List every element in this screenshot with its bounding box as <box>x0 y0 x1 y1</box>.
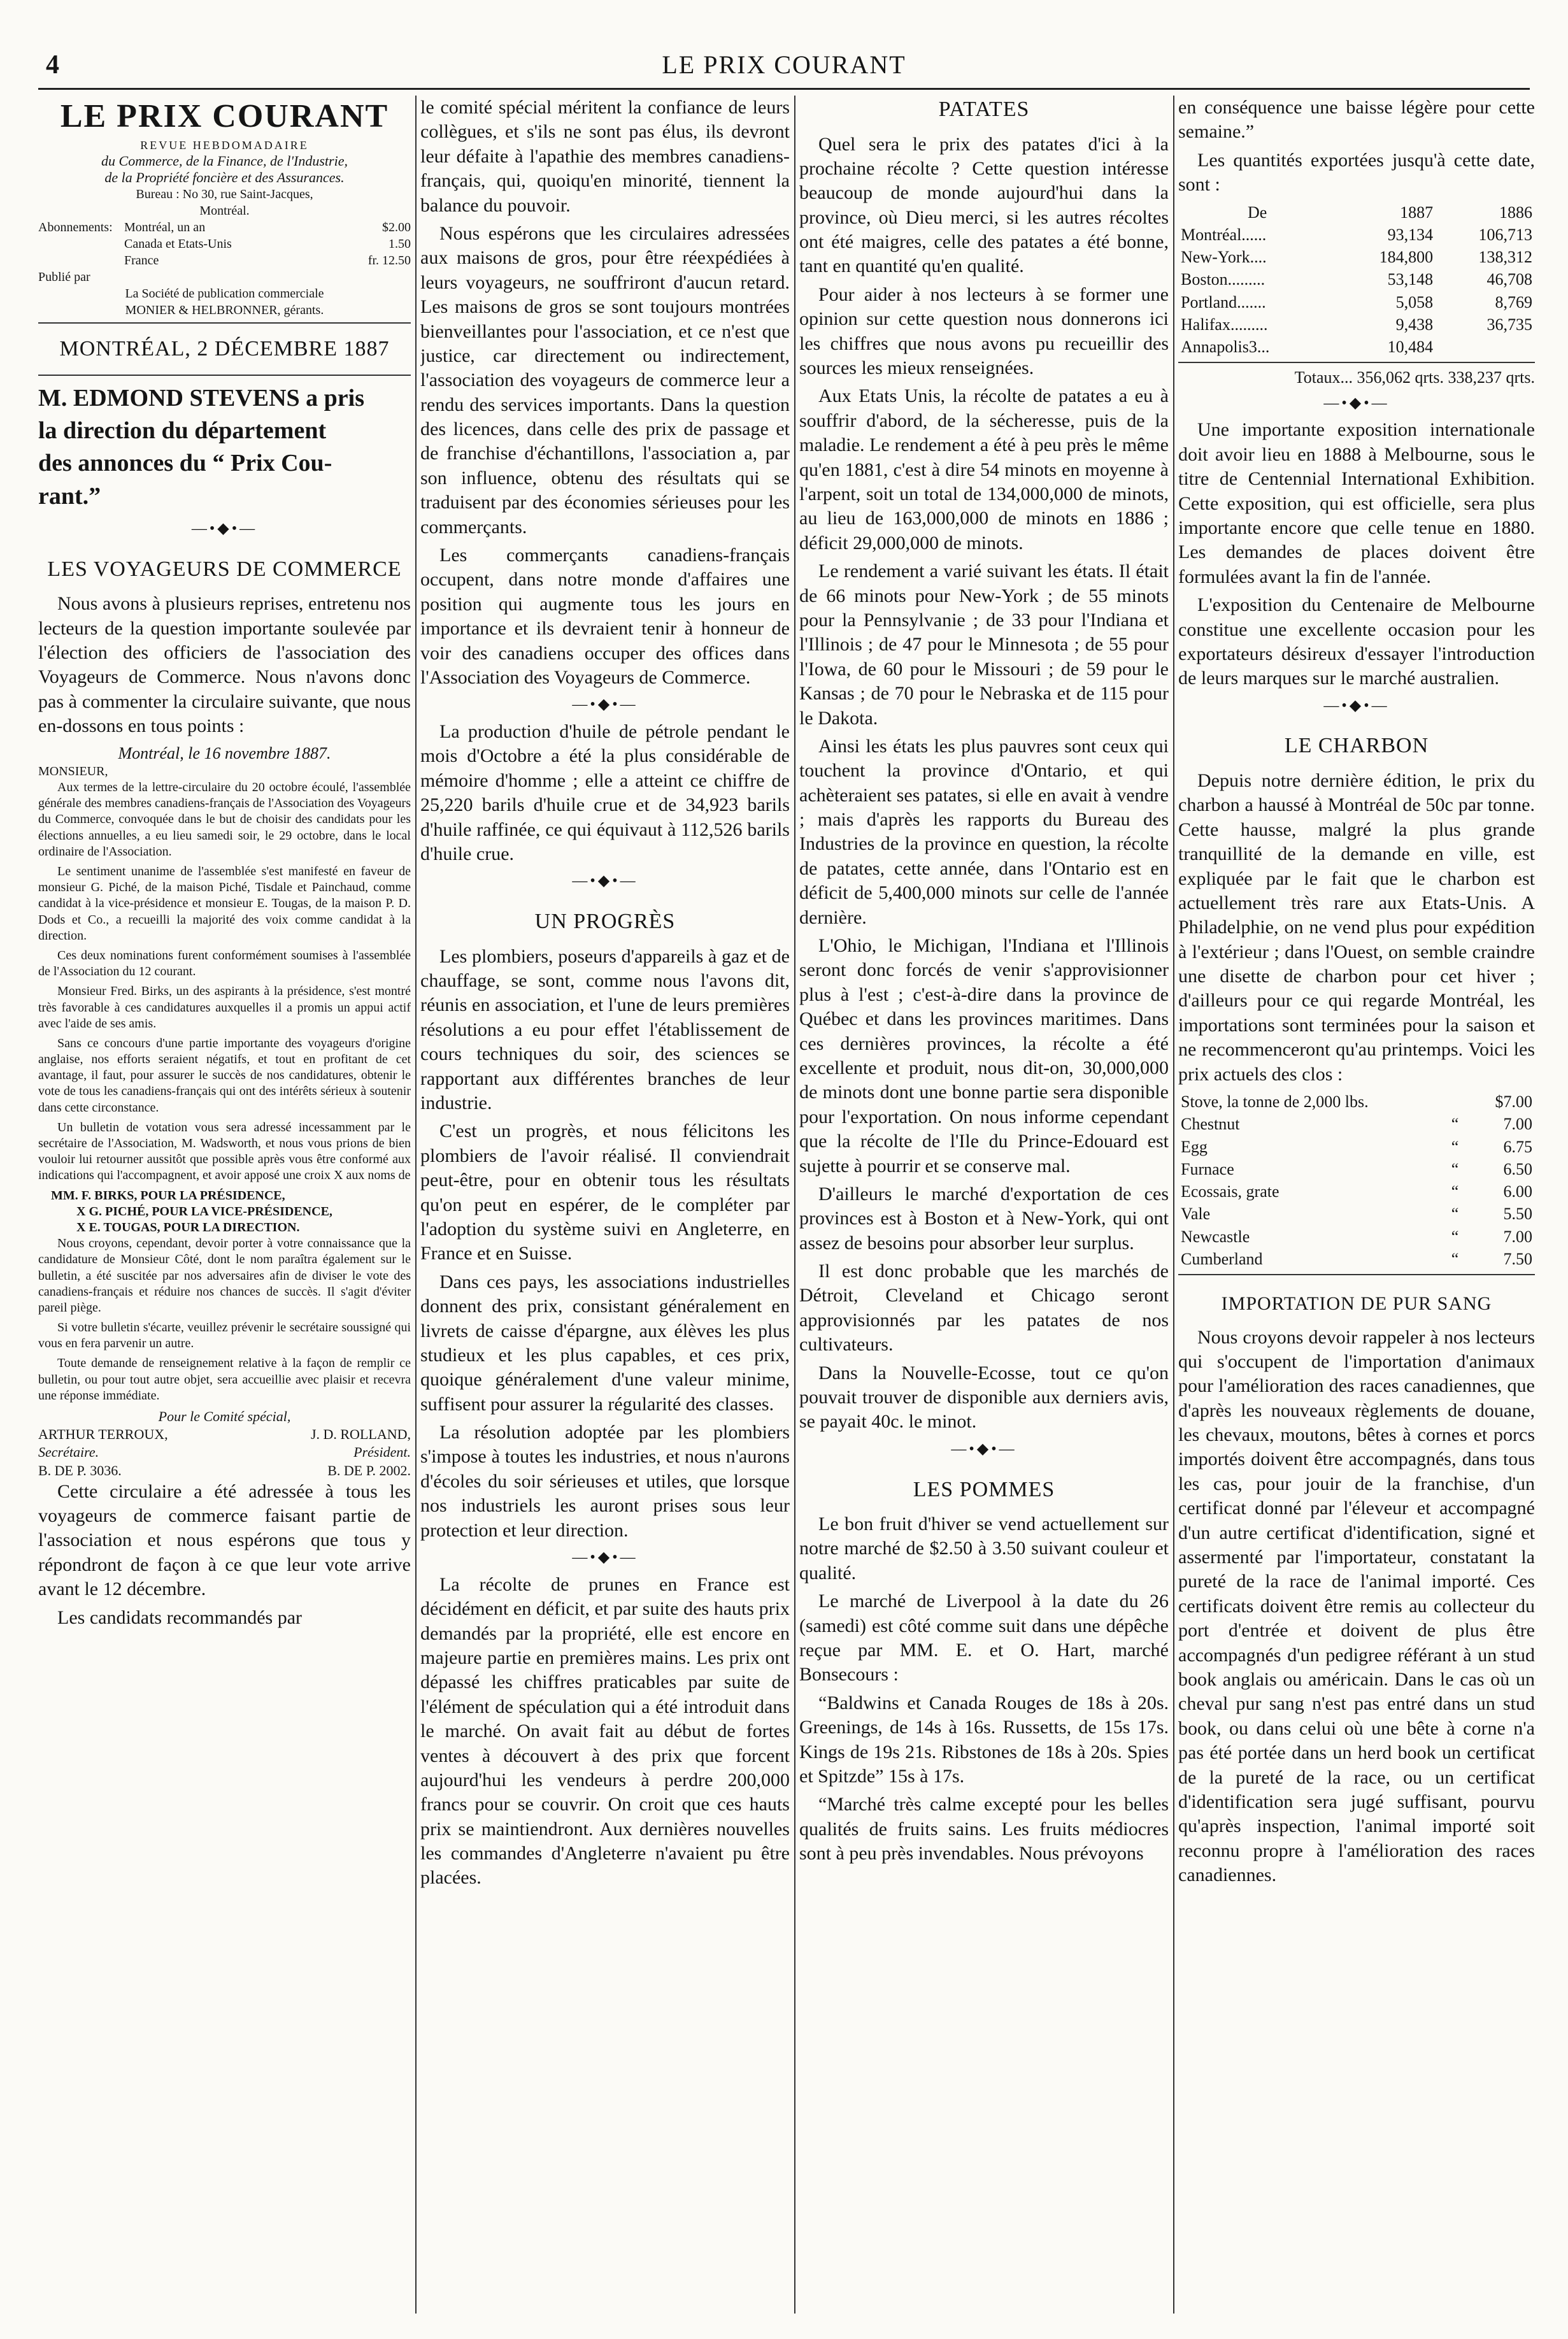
table-cell: Vale <box>1181 1205 1211 1224</box>
section-heading-progres: UN PROGRÈS <box>534 910 676 934</box>
publisher-label: Publié par <box>38 270 90 285</box>
table-cell: 106,713 <box>1478 225 1532 244</box>
ornament-divider: —•◆•— <box>1323 697 1390 714</box>
publisher-managers: MONIER & HELBRONNER, gérants. <box>125 303 324 318</box>
letter-paragraph: Aux termes de la lettre-circulaire du 20 octobre écoulé, l'assemblée générale des membres canadiens-français de l'Association des Voyageurs du Commerce, convoquée dans le but de choisir des candidats pour les élections annuelles, a eu lieu samedi soir, le 29 octobre, dans le local ordinaire de l'Association. <box>38 780 411 859</box>
section-heading-importation: IMPORTATION DE PUR SANG <box>1221 1293 1492 1315</box>
paragraph: La production d'huile de pétrole pendant le mois d'Octobre a été la plus considérable de mémoire d'homme ; elle a atteint ce chiffre de 25,220 barils d'huile crue et de 34,923 barils d'huile raffinée, ce qui équivaut à 112,526 barils d'huile crue. <box>420 721 790 865</box>
table-cell: “ <box>1451 1137 1459 1156</box>
subscriptions-label: Abonnements: <box>38 220 113 235</box>
table-cell: Ecossais, grate <box>1181 1182 1279 1201</box>
column-rule <box>415 96 417 2314</box>
table-cell: Stove, la tonne de 2,000 lbs. <box>1181 1092 1369 1112</box>
column-rule <box>1173 96 1174 2314</box>
table-row <box>1178 1091 1535 1113</box>
table-cell: 7.00 <box>1503 1227 1532 1246</box>
table-cell: “ <box>1451 1227 1459 1246</box>
announcement <box>38 382 411 513</box>
section-heading-pommes: LES POMMES <box>913 1477 1055 1501</box>
paragraph: La récolte de prunes en France est décidément en déficit, et par suite des hauts prix demandés par la propriété, elle est encore en majeure partie en premières mains. Les prix ont dépassé les chiffres praticables par suite de l'élément de spéculation qui a été introduit dans le marché. On avait fait au début de fortes ventes à découvert à des prix que forcent aujourd'hui les vendeurs à perdre 200,000 francs pour se couvrir. On croit que ces hauts prix se maintiendront. Aux dernières nouvelles les commandes d'Angleterre n'avaient pu être placées. <box>420 1573 790 1889</box>
divider <box>38 322 411 324</box>
section-heading-patates: PATATES <box>938 97 1030 121</box>
paragraph: Les commerçants canadiens-français occupent, dans notre monde d'affaires une position qui augmente tous les jours en importance et ils devraient tenir à honneur de voir des canadiens occuper des offices dans l'Association des Voyageurs de Commerce. <box>420 545 790 688</box>
paragraph: Il est donc probable que les marchés de Détroit, Cleveland et Chicago seront approvisionnés par les patates de nos cultivateurs. <box>799 1261 1169 1355</box>
po-box-1: B. DE P. 3036. <box>38 1462 122 1478</box>
table-cell: Cumberland <box>1181 1249 1263 1268</box>
column-4 <box>1178 96 1535 2314</box>
section-heading-charbon: LE CHARBON <box>1284 734 1429 758</box>
table-cell: 36,735 <box>1486 315 1532 334</box>
letter-paragraph: Toute demande de renseignement relative à la façon de remplir ce bulletin, ou pour tout autre objet, sera accueillie avec plaisir et recevra une réponse immédiate. <box>38 1356 411 1403</box>
letter-paragraph: Monsieur Fred. Birks, un des aspirants à la présidence, s'est montré très favorable à ces candidatures auxquelles il a promis un appui actif avec l'aide de ses amis. <box>38 984 411 1031</box>
ornament-divider: —•◆•— <box>572 696 638 713</box>
subscription-place: Montréal, un an <box>124 220 206 235</box>
bureau-address: Bureau : No 30, rue Saint-Jacques, <box>136 187 313 202</box>
table-cell: Halifax......... <box>1181 315 1268 334</box>
table-cell: “ <box>1451 1159 1459 1178</box>
dateline: MONTRÉAL, 2 DÉCEMBRE 1887 <box>59 337 390 361</box>
signature-roles <box>38 1443 411 1461</box>
table-cell: 184,800 <box>1379 248 1434 267</box>
role-2: Président. <box>353 1444 411 1461</box>
table-cell: New-York.... <box>1181 248 1267 267</box>
divider <box>1178 362 1535 363</box>
column-2 <box>420 96 790 2314</box>
table-cell: “ <box>1451 1182 1459 1201</box>
table-cell <box>1436 336 1535 358</box>
letter-paragraph: Sans ce concours d'une partie importante des voyageurs d'origine anglaise, nos efforts seraient négatifs, et tout en profitant de cet avantage, il faut, pour assurer le succès de nos candidatures, obtenir le vote de tous les canadiens-français qui ont des intérêts sérieux à soutenir dans cette circonstance. <box>38 1036 411 1115</box>
table-cell: Egg <box>1181 1137 1208 1156</box>
table-cell: “ <box>1451 1205 1459 1224</box>
table-cell: Chestnut <box>1181 1115 1240 1134</box>
column-rule <box>794 96 795 2314</box>
table-cell: Montréal...... <box>1181 225 1267 244</box>
paragraph: Dans ces pays, les associations industrielles donnent des prix, consistant généralement en livrets de caisse d'épargne, aux élèves les plus studieux et les plus capables, et ces prix, quoique généralement d'une valeur minime, suffisent pour assurer la régularité des classes. <box>420 1271 790 1415</box>
letter-date: Montréal, le 16 novembre 1887. <box>118 743 331 762</box>
divider <box>38 375 411 376</box>
masthead-tagline: du Commerce, de la Finance, de l'Industrie, <box>101 152 348 169</box>
exports-table <box>1178 201 1535 359</box>
table-header-row <box>1178 201 1535 224</box>
paragraph: le comité spécial méritent la confiance de leurs collègues, et s'ils ne sont pas élus, ils devront leur défaite à l'apathie des membres canadiens-français, qui, quoiqu'en minorité, tiennent la balance du pouvoir. <box>420 97 790 216</box>
ornament-divider: —•◆•— <box>951 1440 1017 1457</box>
paragraph: Les plombiers, poseurs d'appareils à gaz et de chauffage, se sont, comme nous l'avons dit, réunis en association, et l'une de leurs premières résolutions a eu pour effet l'établissement de cours techniques du soir, des sciences se rapportant aux différentes branches de leur industrie. <box>420 945 790 1114</box>
table-row <box>1178 291 1535 313</box>
subscriptions-list <box>124 219 411 269</box>
table-row <box>1178 1248 1535 1270</box>
paragraph: Pour aider à nos lecteurs à se former une opinion sur cette question nous donnerons ici les chiffres que nous avons pu recueillir des sources les mieux renseignées. <box>799 283 1169 379</box>
announcement-line: la direction du département <box>38 417 327 445</box>
paragraph: Nous espérons que les circulaires adressées aux maisons de gros, pour être réexpédiées à leurs voyageurs, ne souffriront d'aucun retard. Les maisons de gros se sont toujours montrées bienveillantes pour l'association, et ce n'est que justice, car directement ou indirectement, l'association des voyageurs de commerce leur a rendu des services importants. Dans la question des licences, dans celle des prix de passage et de franchise d'échantillons, l'association a, par son influence, obtenu des résultats qui se traduisent par des économies sérieuses pour les commerçants. <box>420 222 790 538</box>
table-cell: 46,708 <box>1486 270 1532 289</box>
ballot-line: X E. TOUGAS, POUR LA DIRECTION. <box>76 1220 300 1234</box>
paragraph: D'ailleurs le marché d'exportation de ces provinces est à Boston et à New-York, qui ont assez de besoins pour absorber leur surplus. <box>799 1183 1169 1254</box>
page-number: 4 <box>46 50 59 80</box>
table-cell: Newcastle <box>1181 1227 1250 1246</box>
running-title: LE PRIX COURANT <box>662 50 906 79</box>
table-cell: 7.50 <box>1503 1249 1532 1268</box>
bureau-city: Montréal. <box>199 204 250 218</box>
table-header: De <box>1247 203 1267 222</box>
ornament-divider: —•◆•— <box>191 520 258 538</box>
table-row <box>1178 1113 1535 1135</box>
table-cell: Furnace <box>1181 1159 1234 1178</box>
masthead-subtitle: REVUE HEBDOMADAIRE <box>140 138 309 152</box>
subscription-row <box>124 219 411 236</box>
letter-paragraph: Nous croyons, cependant, devoir porter à votre connaissance que la candidature de Monsieur Côté, dont le nom paraîtra également sur le bulletin, a été suscitée par nos adversaires afin de diviser le vote des canadiens-français et réduire nos chances de succès. Il s'agit d'éviter pareil piège. <box>38 1236 411 1315</box>
divider <box>1178 1274 1535 1275</box>
table-cell: Annapolis3... <box>1181 338 1270 357</box>
table-row <box>1178 268 1535 290</box>
table-row <box>1178 1136 1535 1158</box>
table-cell: 10,484 <box>1387 338 1434 357</box>
paragraph: Aux Etats Unis, la récolte de patates a eu à souffrir d'abord, de la sécheresse, puis de la maladie. Le rendement a été à peu près le même qu'en 1881, c'est à dire 54 minots en moyenne à l'arpent, soit un total de 134,000,000 de minots, au lieu de 163,000,000 de minots en 1886 ; déficit 29,000,000 de minots. <box>799 385 1169 554</box>
paragraph: en conséquence une baisse légère pour cette semaine.” <box>1178 97 1535 143</box>
table-row <box>1178 336 1535 358</box>
paragraph: Le bon fruit d'hiver se vend actuellement sur notre marché de $2.50 à 3.50 suivant couleur et qualité. <box>799 1513 1169 1584</box>
signature-1: ARTHUR TERROUX, <box>38 1426 168 1443</box>
paragraph: Quel sera le prix des patates d'ici à la prochaine récolte ? Cette question intéresse beaucoup de monde aujourd'hui dans la province, où Dieu merci, si les autres récoltes ont été maigres, celle des patates a été bonne, tant en quantité qu'en qualité. <box>799 133 1169 277</box>
subscription-price: fr. 12.50 <box>367 254 411 268</box>
letter-paragraph: Si votre bulletin s'écarte, veuillez prévenir le secrétaire soussigné qui vous en fera parvenir un autre. <box>38 1320 411 1351</box>
table-header: 1887 <box>1400 203 1434 222</box>
table-cell: 8,769 <box>1495 292 1532 311</box>
paragraph: L'exposition du Centenaire de Melbourne constitue une excellente occasion pour les exportateurs désireux d'essayer l'introduction de leurs marques sur le marché australien. <box>1178 594 1535 689</box>
table-cell: 138,312 <box>1478 248 1532 267</box>
table-row <box>1178 1226 1535 1248</box>
subscription-price: 1.50 <box>388 237 411 252</box>
paragraph: “Marché très calme excepté pour les belles qualités de fruits sains. Les fruits médiocres sont à peu près invendables. Nous prévoyons <box>799 1794 1169 1864</box>
table-cell: “ <box>1451 1249 1459 1268</box>
subscription-price: $2.00 <box>382 220 411 235</box>
top-rule <box>38 88 1530 90</box>
ornament-divider: —•◆•— <box>572 873 638 890</box>
ornament-divider: —•◆•— <box>572 1549 638 1566</box>
table-cell: 7.00 <box>1503 1115 1532 1134</box>
paragraph: Les quantités exportées jusqu'à cette date, sont : <box>1178 149 1535 196</box>
publisher-name: La Société de publication commerciale <box>125 287 324 301</box>
po-box-2: B. DE P. 2002. <box>327 1462 411 1478</box>
table-cell: 6.50 <box>1503 1159 1532 1178</box>
table-total: Totaux... 356,062 qrts. 338,237 qrts. <box>1294 368 1535 387</box>
subscription-place: France <box>124 254 159 268</box>
table-row <box>1178 1158 1535 1180</box>
table-cell: $7.00 <box>1495 1092 1532 1112</box>
letter-salutation: MONSIEUR, <box>38 764 108 778</box>
paragraph: “Baldwins et Canada Rouges de 18s à 20s. Greenings, de 14s à 16s. Russetts, de 15s 17s. Kings de 19s 21s. Ribstones de 18s à 20s. Spies et Spitzde” 15s à 17s. <box>799 1692 1169 1787</box>
letter-paragraph: Ces deux nominations furent conformément soumises à l'assemblée de l'Association du 12 courant. <box>38 948 411 979</box>
column-3 <box>799 96 1169 2314</box>
announcement-line: M. EDMOND STEVENS a pris <box>38 384 364 411</box>
table-cell: 5.50 <box>1503 1205 1532 1224</box>
table-cell: “ <box>1451 1115 1459 1134</box>
subscription-place: Canada et Etats-Unis <box>124 237 232 252</box>
subscription-row <box>124 236 411 252</box>
paragraph: Ainsi les états les plus pauvres sont ceux qui touchent la province d'Ontario, et qui achèteraient ses patates, si elle en avait à vendre ; mais d'après les rapports du Bureau des Industries de la province en question, la récolte de patates, cette année, dans l'Ontario est en déficit de 5,400,000 minots sur celle de l'année dernière. <box>799 735 1169 928</box>
ballot-line: MM. F. BIRKS, POUR LA PRÉSIDENCE, <box>51 1188 285 1203</box>
signature-names <box>38 1426 411 1443</box>
letter-paragraph: Un bulletin de votation vous sera adressé incessamment par le secrétaire de l'Association, M. Wadsworth, et nous vous prions de bien vouloir lui retourner aussitôt que possible après vous être conformé aux indications qui l'accompagnent, et avoir apposé une croix X aux noms de <box>38 1120 411 1183</box>
paragraph: Cette circulaire a été adressée à tous les voyageurs de commerce faisant partie de l'association et nous espérons que tous y répondront de façon à ce que leur vote arrive avant le 12 décembre. <box>38 1480 411 1600</box>
paragraph: Le marché de Liverpool à la date du 26 (samedi) est côté comme suit dans une dépêche reçue par MM. E. et O. Hart, marché Bonsecours : <box>799 1591 1169 1685</box>
table-row <box>1178 1180 1535 1203</box>
announcement-line: des annonces du “ Prix Cou- <box>38 450 332 477</box>
table-cell: 5,058 <box>1395 292 1434 311</box>
announcement-line: rant.” <box>38 482 101 510</box>
paragraph: L'Ohio, le Michigan, l'Indiana et l'Illinois seront donc forcés de venir s'approvisionner plus à l'est ; c'est-à-dire dans la province de Québec et dans les provinces maritimes. Dans ces dernières provinces, la récolte a été excellente et produit, nous dit-on, 30,000,000 de minots dont une bonne partie sera disponible pour l'exportation. On nous informe cependant que la récolte de l'Ile du Prince-Edouard est sujette à pourrir et se conserve mal. <box>799 935 1169 1177</box>
masthead-tagline: de la Propriété foncière et des Assurances. <box>104 169 345 185</box>
signature-2: J. D. ROLLAND, <box>310 1426 411 1443</box>
table-cell: 93,134 <box>1387 225 1434 244</box>
table-cell: 9,438 <box>1395 315 1434 334</box>
table-cell: 6.75 <box>1503 1137 1532 1156</box>
ornament-divider: —•◆•— <box>1323 394 1390 411</box>
paragraph: Le rendement a varié suivant les états. Il était de 66 minots pour New-York ; de 55 minots pour la Pennsylvanie ; de 33 pour l'Indiana et l'Illinois ; de 47 pour le Minnesota ; de 55 pour l'Iowa, de 60 pour le Missouri ; de 59 pour le Kansas ; de 70 pour le Nebraska et de 115 pour le Dakota. <box>799 561 1169 729</box>
table-row <box>1178 224 1535 246</box>
masthead-title: LE PRIX COURANT <box>60 98 389 134</box>
paragraph: Depuis notre dernière édition, le prix du charbon a haussé à Montréal de 50c par tonne. Cette hausse, malgré la plus grande tranquillité de la demande en ville, est expliquée par le fait que le charbon est actuellement très rare aux Etats-Unis. A Philadelphie, on ne vend plus pour expédition à l'extérieur ; dans l'Ouest, on semble craindre une disette de charbon pour cet hiver ; d'ailleurs pour ce qui regarde Montréal, les importations sont terminées pour la saison et ne recommenceront qu'au printemps. Voici les prix actuels des clos : <box>1178 769 1535 1085</box>
letter-paragraph: Le sentiment unanime de l'assemblée s'est manifesté en faveur de monsieur G. Piché, de la maison Piché, Tisdale et Painchaud, comme candidat à la vice-présidence et monsieur E. Tougas, de la maison P. D. Dods et Co., a recueilli la majorité des voix comme candidat à la direction. <box>38 864 411 943</box>
subscription-row <box>124 252 411 269</box>
table-cell: Portland....... <box>1181 292 1266 311</box>
table-cell: Boston......... <box>1181 270 1265 289</box>
table-row <box>1178 313 1535 336</box>
table-cell: 6.00 <box>1503 1182 1532 1201</box>
paragraph: Les candidats recommandés par <box>57 1606 303 1628</box>
section-heading-voyageurs: LES VOYAGEURS DE COMMERCE <box>47 557 402 581</box>
table-cell: 53,148 <box>1387 270 1434 289</box>
paragraph: Nous avons à plusieurs reprises, entretenu nos lecteurs de la question importante soulevée par l'élection des officiers de l'association des Voyageurs de Commerce. Nous n'avons donc pas à commenter la circulaire suivante, que nous en-dossons en tous points : <box>38 593 411 737</box>
paragraph: La résolution adoptée par les plombiers s'impose à toutes les industries, et nous n'aurons d'écoles du soir sérieuses et utiles, que lorsque nos industriels les auront prises sous leur protection et leur direction. <box>420 1422 790 1541</box>
committee-line: Pour le Comité spécial, <box>158 1408 291 1425</box>
paragraph: C'est un progrès, et nous félicitons les plombiers de l'avoir réalisé. Il conviendrait peut-être, pour en obtenir tous les résultats qu'on peut en espérer, de le compléter par l'adoption du système suivi en Angleterre, en France et en Suisse. <box>420 1120 790 1264</box>
paragraph: Dans la Nouvelle-Ecosse, tout ce qu'on pouvait trouver de disponible aux derniers avis, se payait 40c. le minot. <box>799 1362 1169 1433</box>
po-boxes <box>38 1462 411 1480</box>
subscriptions <box>38 219 411 269</box>
table-header: 1886 <box>1499 203 1532 222</box>
paragraph: Une importante exposition internationale doit avoir lieu en 1888 à Melbourne, sous le titre de Centennial International Exhibition. Cette exposition, qui est officielle, sera plus importante encore que celle tenue en 1880. Les demandes de places doivent être formulées avant la fin de l'année. <box>1178 419 1535 587</box>
role-1: Secrétaire. <box>38 1444 99 1461</box>
table-row <box>1178 1203 1535 1225</box>
paragraph: Nous croyons devoir rappeler à nos lecteurs qui s'occupent de l'importation d'animaux pour l'amélioration des races canadiennes, que d'après les nouveaux règlements de douane, les chevaux, moutons, bêtes à cornes et porcs importés doivent être accompagnés, dans tous les cas, pour jouir de la franchise, d'un certificat donné par l'éleveur et accompagné d'un autre certificat d'identification, signé et assermenté par l'importateur, constatant la pureté de la race de l'animal importé. Ces certificats doivent être remis au collecteur du port d'entrée et doivent de plus être accompagnés d'un pedigree référant à un stud book anglais ou américain. Dans le cas où un cheval pur sang n'est pas entré dans un stud book, ou dans celui où une bête à corne n'a pas été portée dans un herd book un certificat de la pureté de la race, ou un certificat d'identification sera jugé suffisant, pourvu qu'après inspection, l'animal importé soit reconnu propre à l'amélioration des races canadiennes. <box>1178 1326 1535 1886</box>
ballot-line: X G. PICHÉ, POUR LA VICE-PRÉSIDENCE, <box>76 1204 332 1219</box>
coal-price-table <box>1178 1091 1535 1270</box>
table-row <box>1178 246 1535 268</box>
column-1 <box>38 96 411 2314</box>
